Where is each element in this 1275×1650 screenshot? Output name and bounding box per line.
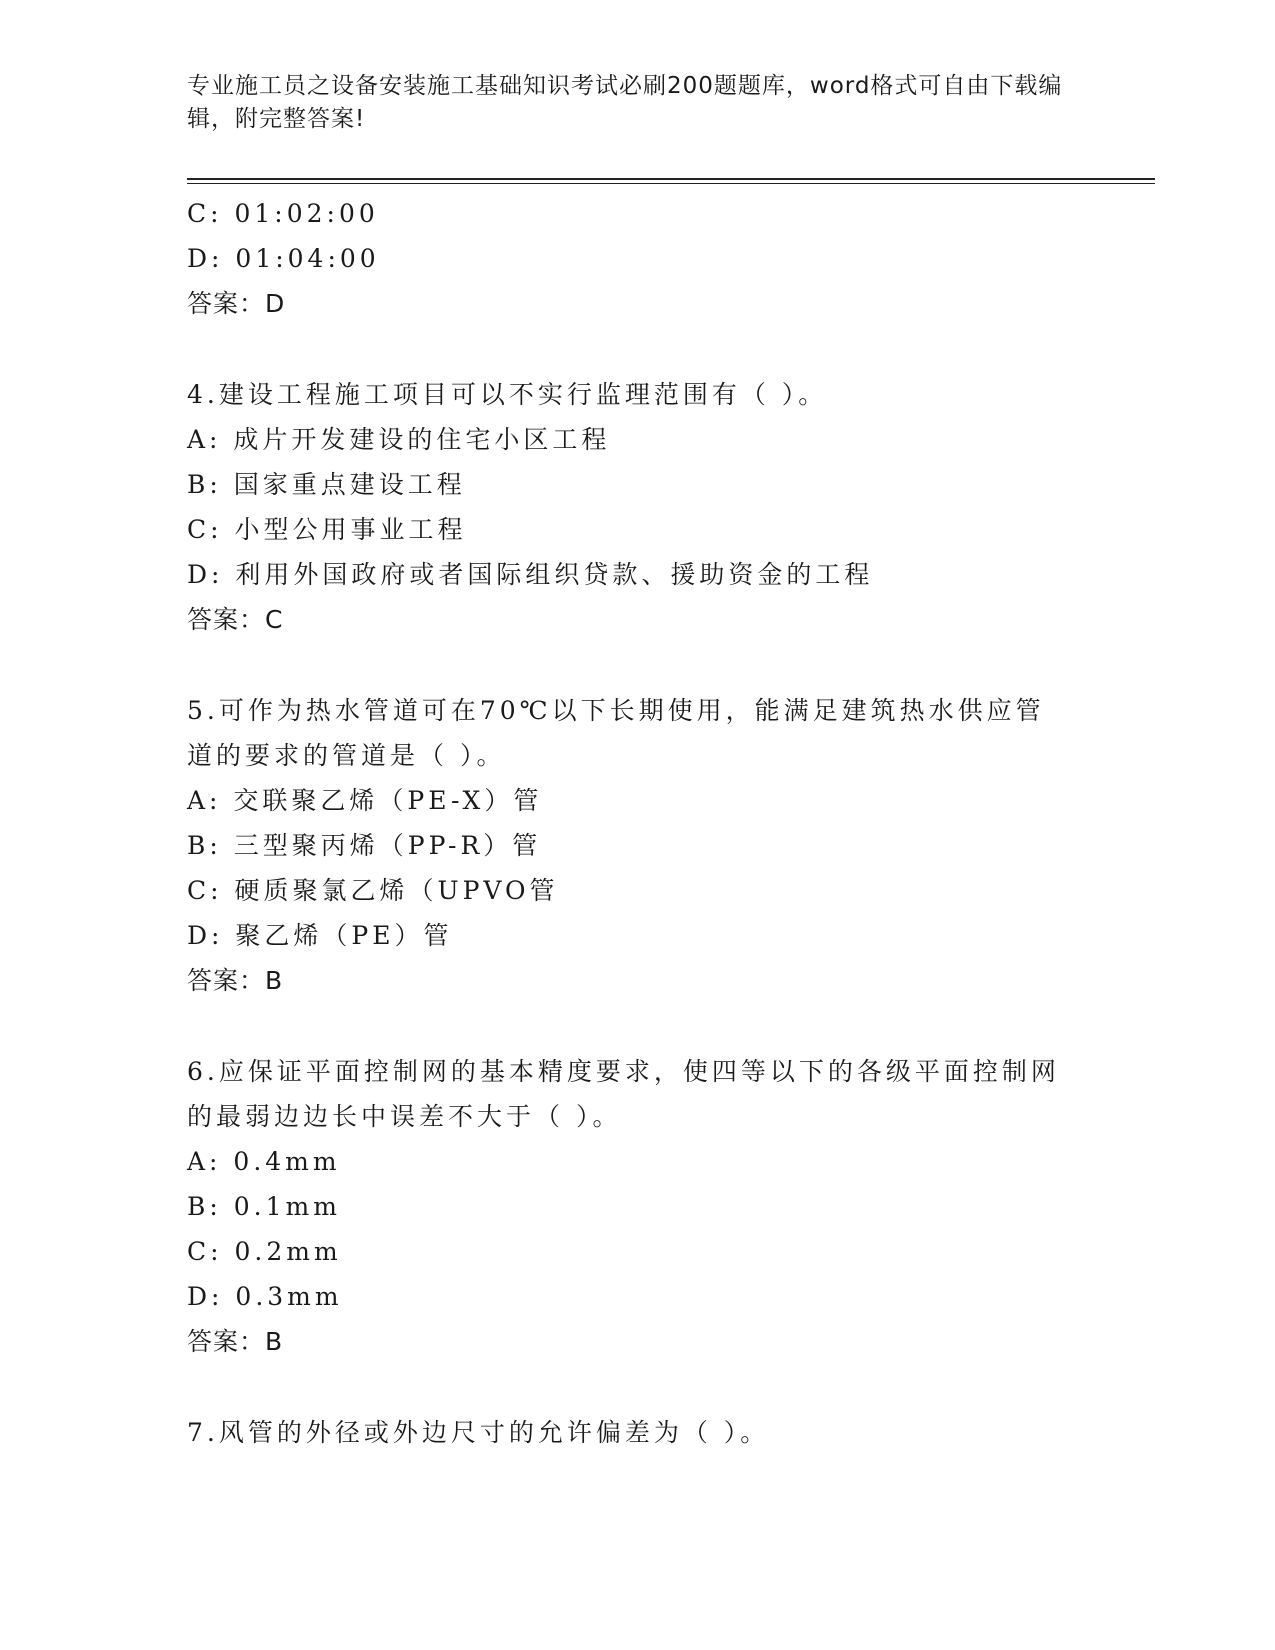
answer: 答案：B [187,966,284,995]
header-divider-thin [187,183,1155,184]
question-text: 5.可作为热水管道可在70℃以下长期使用，能满足建筑热水供应管道的要求的管道是（ ）。 [187,696,1045,770]
answer: 答案：B [187,1327,284,1356]
question-4 [187,372,1087,642]
option-c: C: 硬质聚氯乙烯（UPVO管 [187,876,559,905]
question-3-continued [187,191,1087,326]
option-d: D: 聚乙烯（PE）管 [187,921,453,950]
question-7 [187,1410,1087,1455]
spacer [187,1364,1087,1410]
question-text: 4.建设工程施工项目可以不实行监理范围有（ ）。 [187,380,828,409]
option-b: B: 国家重点建设工程 [187,470,466,499]
question-5 [187,688,1087,1003]
option-b: B: 三型聚丙烯（PP-R）管 [187,831,542,860]
option-c: C: 0.2mm [187,1237,342,1266]
header-divider [187,178,1155,180]
answer: 答案：D [187,289,286,318]
question-text: 6.应保证平面控制网的基本精度要求，使四等以下的各级平面控制网的最弱边边长中误差不大于（ ）。 [187,1057,1060,1131]
option-b: B: 0.1mm [187,1192,341,1221]
option-d: D: 0.3mm [187,1282,343,1311]
option-a: A: 0.4mm [187,1147,341,1176]
document-header: 专业施工员之设备安装施工基础知识考试必刷200题题库，word格式可自由下载编辑，附完整答案! [187,73,1063,132]
spacer [187,642,1087,688]
option-a: A: 交联聚乙烯（PE-X）管 [187,786,543,815]
answer: 答案：C [187,605,284,634]
spacer [187,326,1087,372]
document-body [187,191,1087,1455]
question-6 [187,1049,1087,1364]
spacer [187,1003,1087,1049]
option-c: C: 小型公用事业工程 [187,515,467,544]
option-d: D: 01:04:00 [187,244,380,273]
question-text: 7.风管的外径或外边尺寸的允许偏差为（ ）。 [187,1418,770,1447]
option-d: D: 利用外国政府或者国际组织贷款、援助资金的工程 [187,560,874,589]
option-a: A: 成片开发建设的住宅小区工程 [187,425,611,454]
option-c: C: 01:02:00 [187,199,379,228]
